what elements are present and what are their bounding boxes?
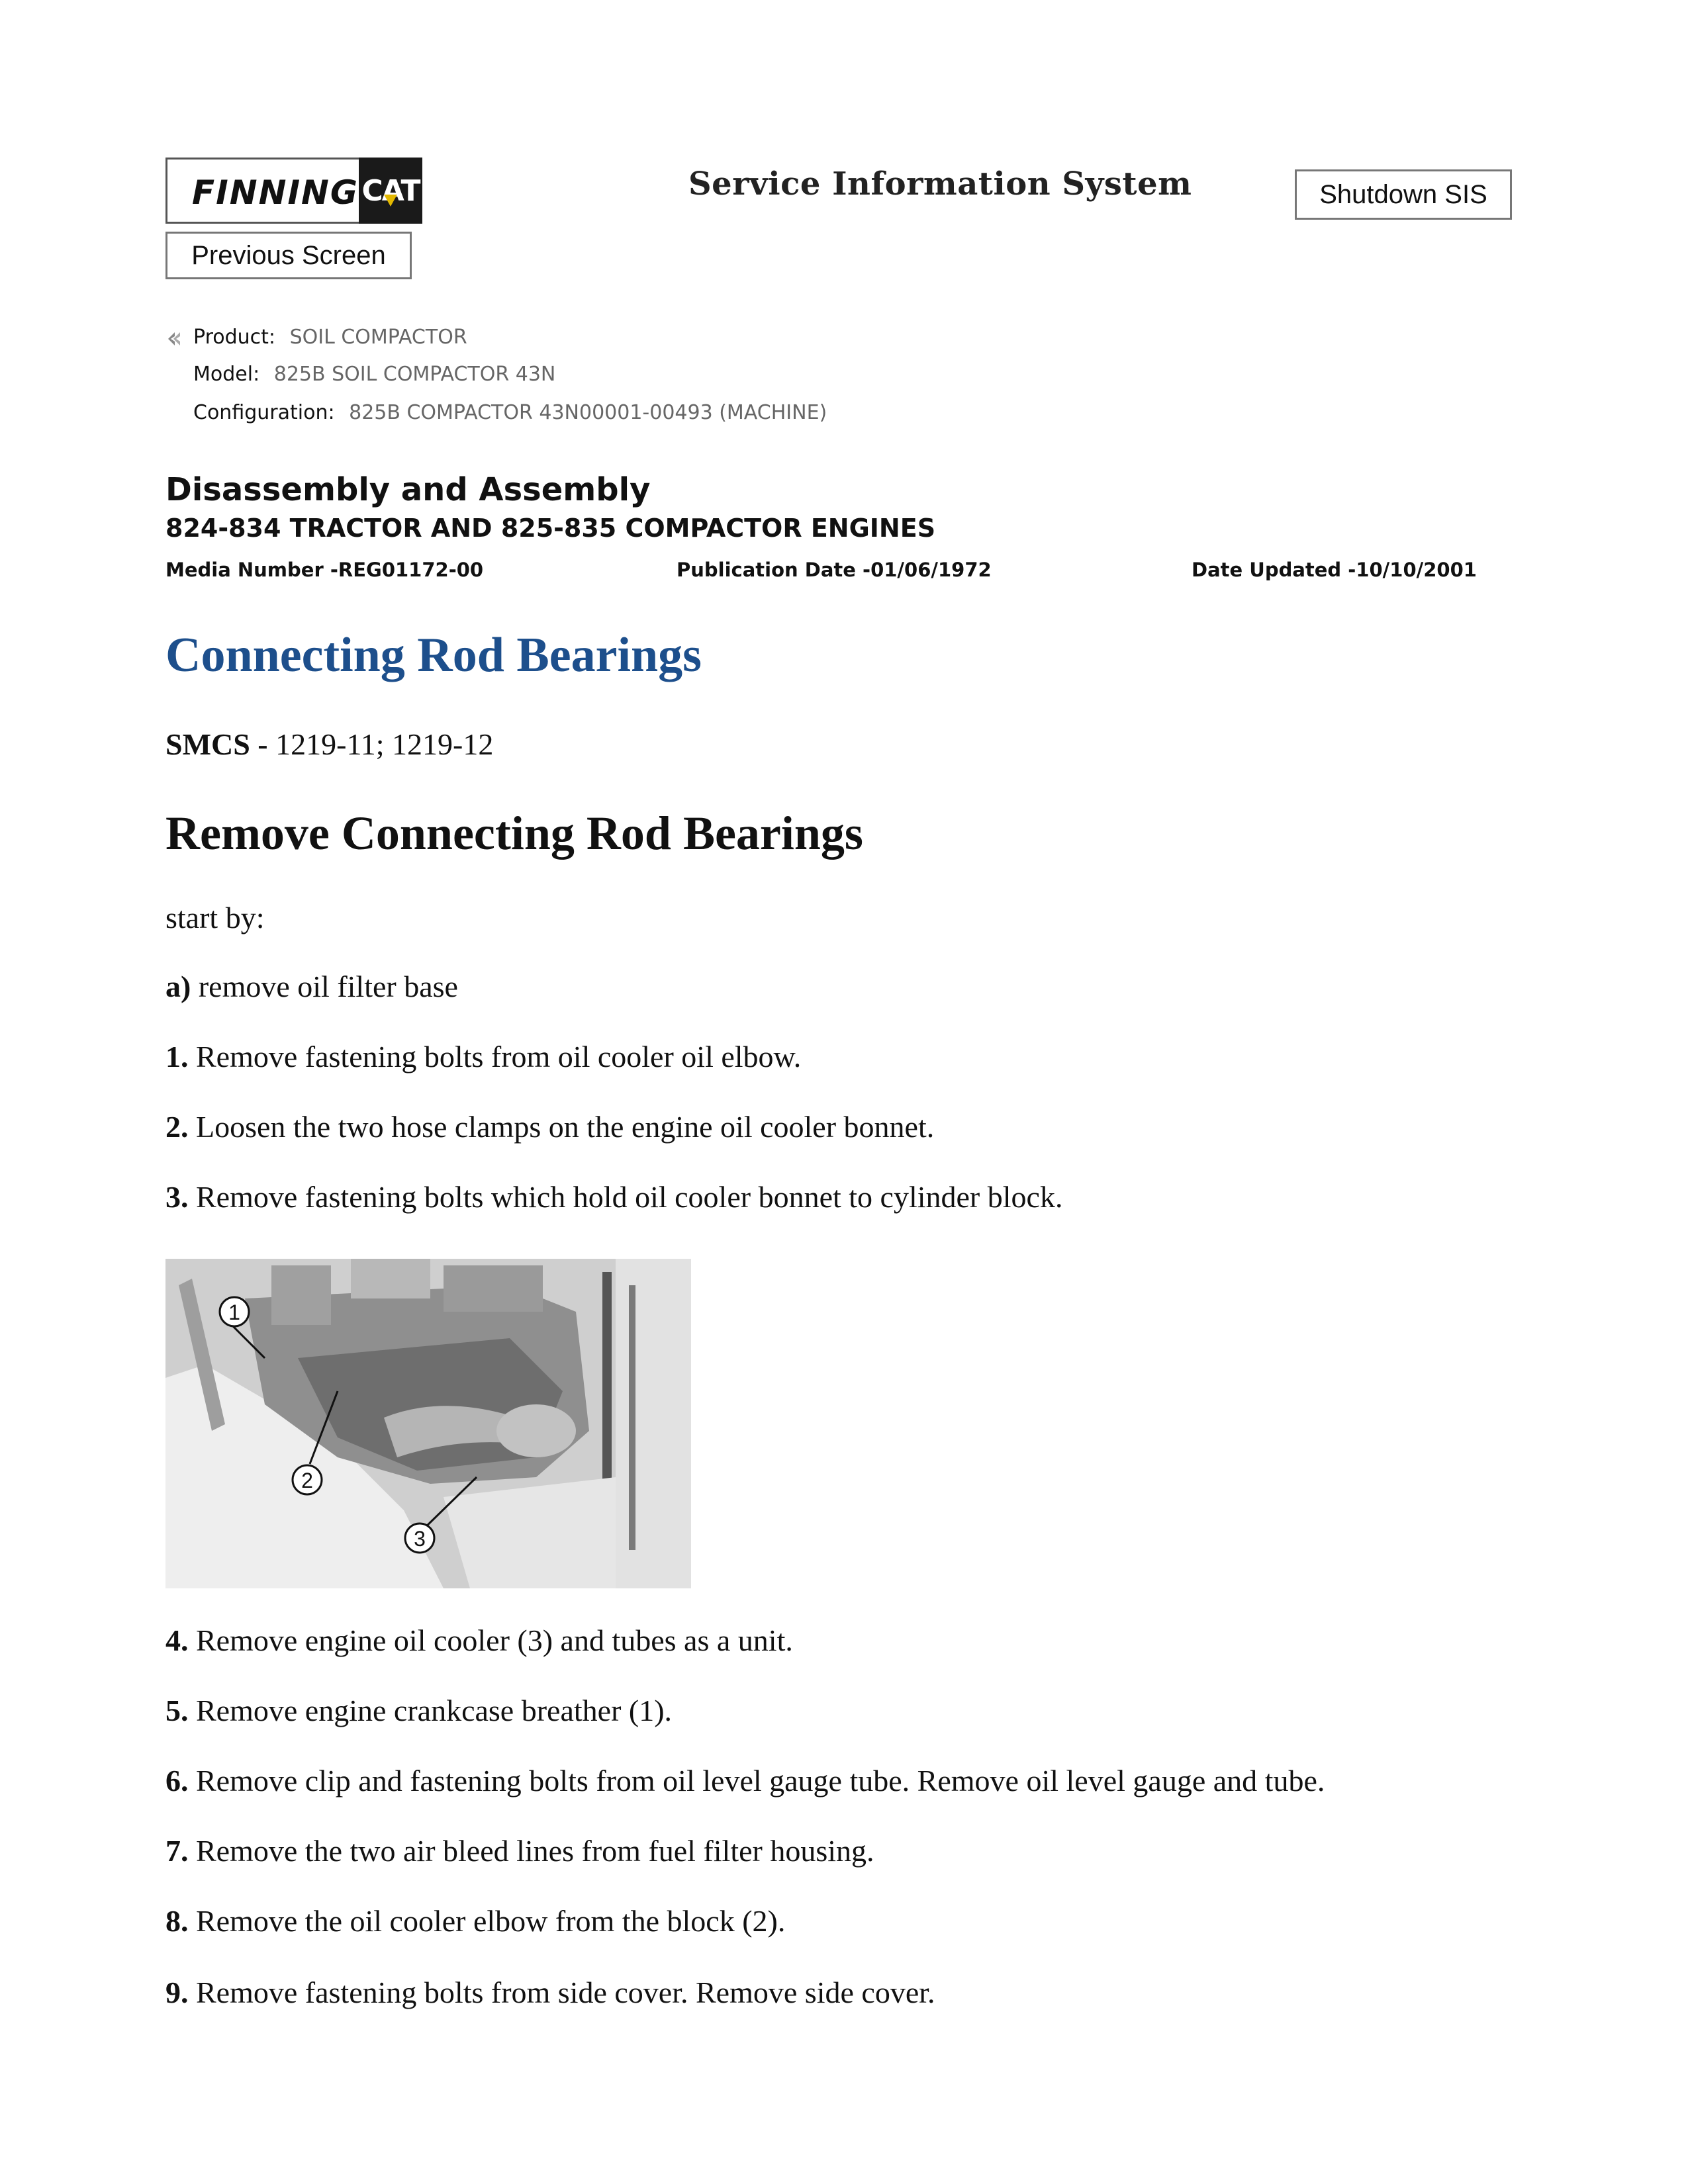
page-title: Connecting Rod Bearings <box>165 628 702 682</box>
system-title: Service Information System <box>688 165 1192 203</box>
smcs-line <box>165 727 493 762</box>
callout-1: 1 <box>228 1300 240 1324</box>
step-item <box>165 1109 934 1144</box>
step-number: 5. <box>165 1694 189 1727</box>
product-row <box>193 326 467 349</box>
document-category: Disassembly and Assembly <box>165 471 651 508</box>
cat-logo-text: CAT <box>361 173 420 208</box>
step-item <box>165 1039 801 1074</box>
step-number: 1. <box>165 1040 189 1073</box>
media-number: Media Number -REG01172-00 <box>165 559 484 581</box>
step-item <box>165 1975 935 2010</box>
model-label: Model: <box>193 363 260 386</box>
smcs-value: 1219-11; 1219-12 <box>275 727 494 761</box>
configuration-value: 825B COMPACTOR 43N00001-00493 (MACHINE) <box>349 401 827 424</box>
model-value: 825B SOIL COMPACTOR 43N <box>273 363 556 386</box>
step-number: 7. <box>165 1834 189 1868</box>
callout-2: 2 <box>301 1469 313 1492</box>
start-by: start by: <box>165 901 265 934</box>
step-number: 6. <box>165 1764 189 1797</box>
prerequisite-text: remove oil filter base <box>198 970 458 1003</box>
shutdown-sis-button[interactable]: Shutdown SIS <box>1295 169 1512 220</box>
document-engines: 824-834 TRACTOR AND 825-835 COMPACTOR ENGINES <box>165 514 936 543</box>
callout-3: 3 <box>414 1527 426 1551</box>
product-label: Product: <box>193 326 276 349</box>
engine-illustration <box>165 1259 691 1588</box>
cat-logo <box>359 158 422 224</box>
step-text: Remove fastening bolts which hold oil cooler bonnet to cylinder block. <box>196 1180 1063 1214</box>
step-text: Remove the two air bleed lines from fuel filter housing. <box>196 1834 874 1868</box>
back-arrow-icon[interactable] <box>165 330 183 347</box>
model-row <box>193 363 555 386</box>
step-text: Loosen the two hose clamps on the engine oil cooler bonnet. <box>196 1110 935 1144</box>
section-title: Remove Connecting Rod Bearings <box>165 807 863 860</box>
step-text: Remove fastening bolts from oil cooler oil elbow. <box>196 1040 802 1073</box>
publication-date: Publication Date -01/06/1972 <box>677 559 992 581</box>
cat-triangle-icon <box>384 195 397 206</box>
smcs-label: SMCS - <box>165 727 268 761</box>
product-value: SOIL COMPACTOR <box>289 326 467 349</box>
configuration-row <box>193 401 827 424</box>
step-number: 2. <box>165 1110 189 1144</box>
step-text: Remove engine oil cooler (3) and tubes as a unit. <box>196 1623 793 1657</box>
prerequisite-label: a) <box>165 970 191 1003</box>
step-number: 8. <box>165 1904 189 1938</box>
step-item <box>165 1763 1325 1798</box>
oil-cooler-photo <box>165 1259 691 1588</box>
configuration-label: Configuration: <box>193 401 335 424</box>
step-number: 9. <box>165 1976 189 2009</box>
step-item <box>165 1623 793 1658</box>
step-item <box>165 1833 874 1868</box>
step-number: 3. <box>165 1180 189 1214</box>
step-number: 4. <box>165 1623 189 1657</box>
previous-screen-button[interactable]: Previous Screen <box>165 232 412 279</box>
step-text: Remove clip and fastening bolts from oil level gauge tube. Remove oil level gauge and tube. <box>196 1764 1325 1797</box>
date-updated: Date Updated -10/10/2001 <box>1192 559 1477 581</box>
step-item <box>165 1903 785 1938</box>
step-text: Remove engine crankcase breather (1). <box>196 1694 673 1727</box>
prerequisite-item <box>165 969 458 1004</box>
step-item <box>165 1179 1062 1214</box>
step-text: Remove the oil cooler elbow from the block (2). <box>196 1904 786 1938</box>
step-item <box>165 1693 672 1728</box>
step-text: Remove fastening bolts from side cover. Remove side cover. <box>196 1976 935 2009</box>
finning-logo-text: FINNING <box>192 173 359 212</box>
